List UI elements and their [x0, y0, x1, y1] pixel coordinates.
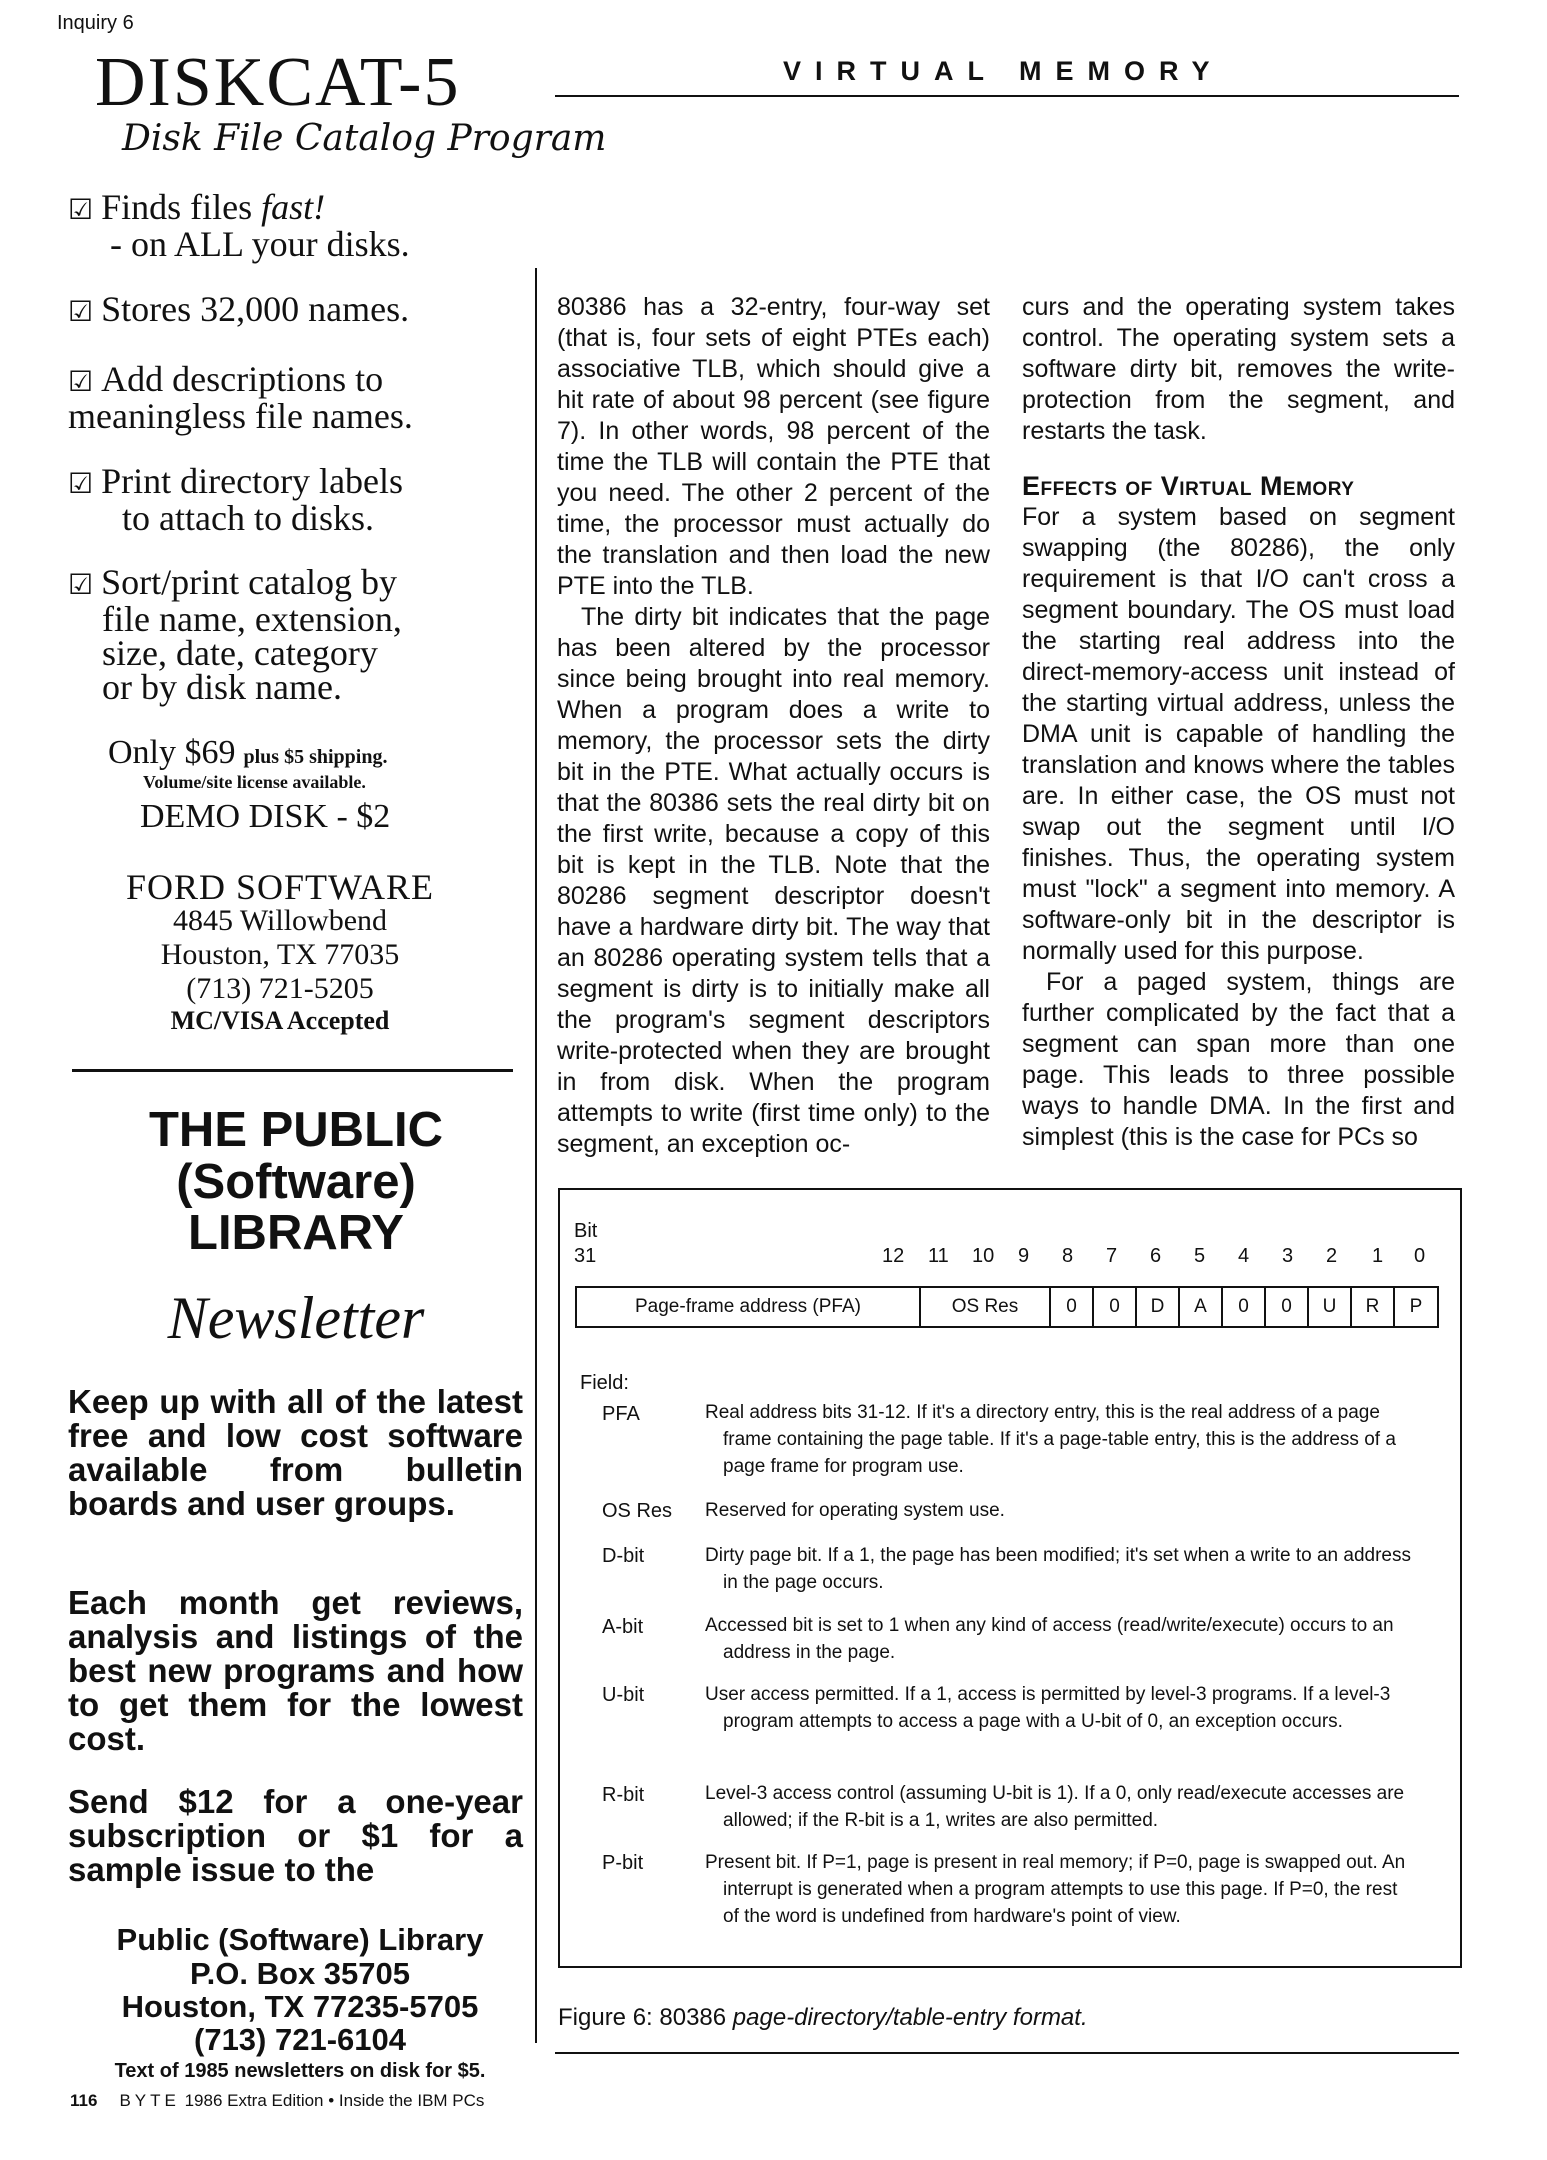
- feature-item: [68, 289, 410, 329]
- section-heading: Effects of Virtual Memory: [1022, 471, 1355, 501]
- feature-item: [68, 461, 404, 538]
- field-description: User access permitted. If a 1, access is permitted by level-3 programs. If a level-3 program attempts to access a page with a U-bit of 0, an exception occurs.: [705, 1684, 1391, 1732]
- article-column-2: [1022, 292, 1455, 1153]
- checked-box-icon: ☑: [68, 193, 94, 226]
- field-name: U-bit: [602, 1684, 645, 1706]
- publib-address-name: Public (Software) Library: [116, 1922, 484, 1957]
- feature-text-line2: - on ALL your disks.: [110, 224, 410, 264]
- article-paragraph: curs and the operating system takes control. The operating system sets a software dirty bit, removes the write-protection from the segment, and restarts the task.: [1022, 293, 1455, 445]
- feature-item: [68, 187, 410, 264]
- edition: 1986 Extra Edition: [184, 2091, 324, 2110]
- figure-caption: [558, 2004, 1088, 2032]
- feature-text: Print directory labels: [101, 461, 404, 501]
- magazine-name: BYTE: [119, 2091, 180, 2110]
- checked-box-icon: ☑: [68, 365, 94, 398]
- bit-number: 7: [1106, 1245, 1118, 1267]
- feature-text: Stores 32,000 names.: [101, 289, 410, 329]
- bit-number: 31: [574, 1245, 597, 1267]
- bit-number: 12: [882, 1245, 905, 1267]
- accepted-cards: MC/VISA Accepted: [170, 1006, 390, 1035]
- issue-title: Inside the IBM PCs: [338, 2091, 485, 2110]
- header-rule: [555, 95, 1459, 97]
- register-cell: 0: [1223, 1288, 1266, 1326]
- feature-text-line2: file name, extension,: [102, 599, 402, 639]
- article-paragraph: For a system based on segment swapping (the 80286), the only requirement is that I/O can't cross a segment boundary. The OS must load the starting real address into the direct-memory-access unit instead of the starting virtual address, unless the DMA unit is capable of handling the translation and knows where the tables are. In either case, the OS must not swap out the segment until I/O finishes. Thus, the operating system must "lock" a segment into memory. A software-only bit in the descriptor is normally used for this purpose.: [1022, 503, 1455, 965]
- feature-item: [68, 359, 413, 436]
- company-name: FORD SOFTWARE: [125, 867, 435, 907]
- publib-title-line3: LIBRARY: [188, 1206, 404, 1260]
- bit-label: Bit: [574, 1220, 598, 1242]
- register-cell: 0: [1094, 1288, 1137, 1326]
- publib-disk-note: Text of 1985 newsletters on disk for $5.: [114, 2060, 486, 2082]
- article-paragraph: The dirty bit indicates that the page has been altered by the processor since being brought into real memory. When a program does a write to memory, the processor sets the dirty bit in the PTE. What actually occurs is that the 80386 sets the real dirty bit on the first write, because a copy of this bit is kept in the TLB. Note that the 80286 segment descriptor doesn't have a hardware dirty bit. The way that an 80286 operating system tells that a segment is dirty is to initially make all the program's segment descriptors write-protected when they are brought in from disk. When the program attempts to write (first time only) to the segment, an exception oc-: [557, 603, 990, 1158]
- publib-address-city: Houston, TX 77235-5705: [121, 1989, 479, 2024]
- register-cell-r: R: [1352, 1288, 1395, 1326]
- inquiry-number: Inquiry 6: [57, 12, 134, 34]
- shipping-text: plus $5 shipping.: [243, 746, 388, 768]
- feature-emphasis: fast!: [261, 187, 326, 227]
- newsletter-heading: Newsletter: [167, 1285, 425, 1351]
- page-number: 116: [70, 2091, 98, 2110]
- bit-number: 8: [1062, 1245, 1074, 1267]
- ad-divider: [72, 1069, 513, 1072]
- field-description: Reserved for operating system use.: [705, 1500, 1005, 1521]
- page-footer: [70, 2091, 484, 2111]
- bit-number: 10: [972, 1245, 995, 1267]
- bit-number: 6: [1150, 1245, 1162, 1267]
- diskcat-title: DISKCAT-5: [95, 44, 461, 121]
- register-cell-u: U: [1309, 1288, 1352, 1326]
- caption-text: page-directory/table-entry format.: [732, 2004, 1088, 2031]
- feature-text-line4: or by disk name.: [102, 667, 342, 707]
- company-phone: (713) 721-5205: [186, 972, 374, 1005]
- field-description: Present bit. If P=1, page is present in real memory; if P=0, page is swapped out. An interrupt is generated when a program attempts to use this page. If P=0, the rest of the word is undefined from hardware's point of view.: [705, 1852, 1406, 1927]
- checked-box-icon: ☑: [68, 467, 94, 500]
- field-name: D-bit: [602, 1545, 645, 1567]
- section-title: VIRTUAL MEMORY: [783, 56, 1224, 86]
- publib-phone: (713) 721-6104: [194, 2022, 406, 2057]
- price-text: Only $69: [108, 734, 236, 771]
- field-name: R-bit: [602, 1784, 645, 1806]
- feature-text: Sort/print catalog by: [101, 562, 398, 602]
- feature-text-line2: to attach to disks.: [122, 498, 374, 538]
- footer-separator: •: [328, 2091, 335, 2110]
- publib-address-box: P.O. Box 35705: [189, 1956, 410, 1991]
- feature-text: Finds files: [101, 187, 262, 227]
- article-paragraph: 80386 has a 32-entry, four-way set (that is, four sets of eight PTEs each) associative TLB, which should give a hit rate of about 98 percent (see figure 7). In other words, 98 percent of the time the TLB will contain the PTE that you need. The other 2 percent of the time, the processor must actually do the translation and then load the new PTE into the TLB.: [557, 293, 990, 600]
- footer-rule: [555, 2052, 1459, 2054]
- bit-number: 2: [1326, 1245, 1338, 1267]
- diskcat-price: [108, 734, 387, 772]
- company-city: Houston, TX 77035: [160, 938, 400, 971]
- register-cell-pfa: Page-frame address (PFA): [577, 1288, 921, 1326]
- diskcat-subtitle: Disk File Catalog Program: [122, 118, 607, 159]
- bit-number: 11: [928, 1245, 949, 1267]
- field-description: Real address bits 31-12. If it's a directory entry, this is the real address of a page frame containing the page table. If it's a page-table entry, this is the address of a page frame for program use.: [705, 1402, 1396, 1477]
- license-note: Volume/site license available.: [143, 772, 366, 792]
- bit-number: 4: [1238, 1245, 1250, 1267]
- company-street: 4845 Willowbend: [172, 904, 388, 937]
- bit-number: 3: [1282, 1245, 1294, 1267]
- field-description: Level-3 access control (assuming U-bit is 1). If a 0, only read/execute accesses are allowed; if the R-bit is a 1, writes are also permitted.: [705, 1783, 1405, 1831]
- bit-number: 9: [1018, 1245, 1030, 1267]
- publib-paragraph: Send $12 for a one-year subscription or $1 for a sample issue to the: [68, 1783, 523, 1888]
- bit-number: 0: [1414, 1245, 1426, 1267]
- field-label: Field:: [580, 1372, 629, 1394]
- field-description: Dirty page bit. If a 1, the page has been modified; it's set when a write to an address in the page occurs.: [705, 1545, 1411, 1593]
- caption-label: Figure 6: 80386: [558, 2004, 727, 2031]
- checked-box-icon: ☑: [68, 568, 94, 601]
- demo-disk-offer: DEMO DISK - $2: [140, 798, 391, 835]
- register-cell-p: P: [1409, 1296, 1423, 1317]
- article-paragraph: For a paged system, things are further complicated by the fact that a segment can span more than one page. This leads to three possible ways to handle DMA. In the first and simplest (this is the case for PCs so: [1022, 968, 1455, 1151]
- article-column-1: [557, 292, 990, 1160]
- feature-text-line3: size, date, category: [102, 633, 378, 673]
- register-cell: 0: [1051, 1288, 1094, 1326]
- register-cell-d: D: [1137, 1288, 1180, 1326]
- feature-text: Add descriptions to: [101, 359, 384, 399]
- field-description: Accessed bit is set to 1 when any kind of access (read/write/execute) occurs to an address in the page.: [705, 1615, 1394, 1663]
- publib-title-line2: (Software): [176, 1155, 416, 1209]
- publib-paragraph: Keep up with all of the latest free and low cost software available from bulletin boards and user groups.: [68, 1383, 523, 1522]
- field-name: A-bit: [602, 1616, 644, 1638]
- register-cell-os-res: OS Res: [921, 1288, 1051, 1326]
- field-name: OS Res: [602, 1500, 673, 1522]
- feature-item: [68, 562, 402, 707]
- feature-text-line2: meaningless file names.: [68, 396, 413, 436]
- column-rule: [535, 268, 537, 2043]
- bit-number: 5: [1194, 1245, 1206, 1267]
- publib-paragraph: Each month get reviews, analysis and listings of the best new programs and how to get them for the lowest cost.: [68, 1584, 523, 1757]
- bit-number: 1: [1372, 1245, 1384, 1267]
- field-name: PFA: [602, 1403, 640, 1425]
- register-cell: 0: [1266, 1288, 1309, 1326]
- checked-box-icon: ☑: [68, 295, 94, 328]
- register-cell-a: A: [1180, 1288, 1223, 1326]
- publib-title-line1: THE PUBLIC: [149, 1103, 443, 1157]
- page-table-entry-register: [575, 1286, 1439, 1328]
- field-name: P-bit: [602, 1852, 644, 1874]
